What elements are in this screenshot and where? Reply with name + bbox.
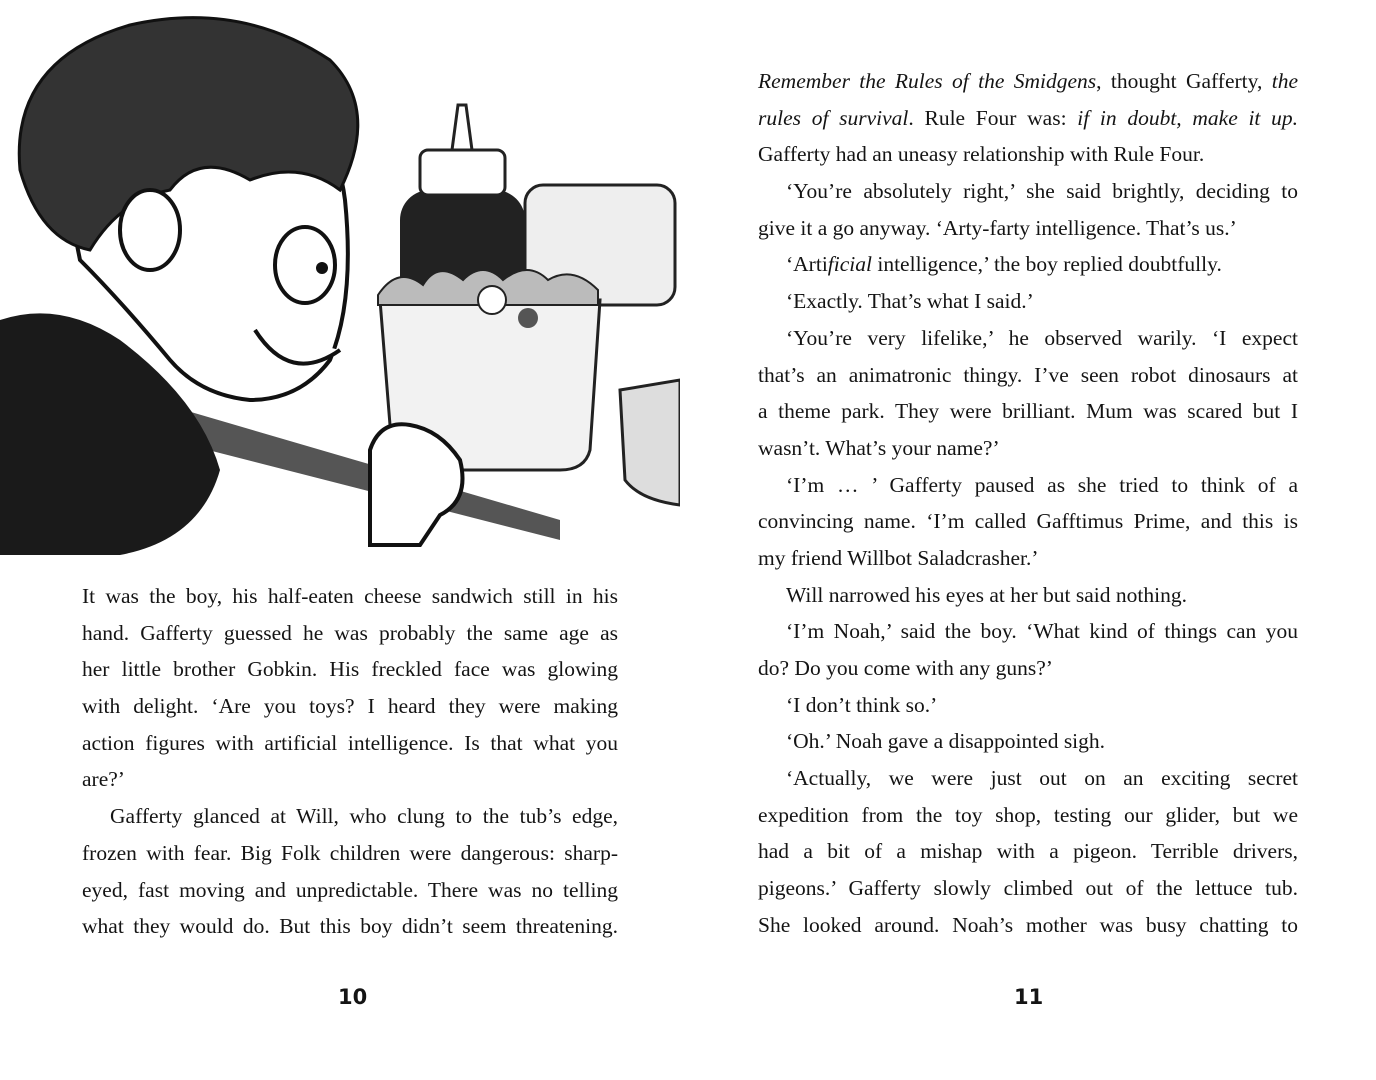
text-run: with delight. ‘Are you toys? I heard they were making xyxy=(82,694,618,719)
text-run: She looked around. Noah’s mother was busy chatting to xyxy=(758,912,1298,937)
text-run: what they would do. But this boy didn’t seem threatening. xyxy=(82,914,618,939)
text-run: eyed, fast moving and unpredictable. There was no telling xyxy=(82,877,618,902)
text-run: her little brother Gobkin. His freckled face was glowing xyxy=(82,657,618,682)
text-line xyxy=(82,872,618,909)
text-line xyxy=(758,100,1298,137)
text-run: pigeons.’ Gafferty slowly climbed out of the lettuce tub. xyxy=(758,876,1298,901)
text-line xyxy=(758,723,1298,760)
text-run: action figures with artificial intelligence. Is that what you xyxy=(82,730,618,755)
text-line xyxy=(758,760,1298,797)
text-run: frozen with fear. Big Folk children were dangerous: sharp- xyxy=(82,840,618,865)
italic-text: the xyxy=(1271,69,1298,93)
text-run: wasn’t. What’s your name?’ xyxy=(758,435,1000,460)
text-line xyxy=(758,650,1298,687)
italic-text: ficial xyxy=(827,252,872,277)
text-run: ‘Actually, we were just out on an exciting secret xyxy=(786,766,1298,791)
text-run: that’s an animatronic thingy. I’ve seen robot dinosaurs at xyxy=(758,362,1298,387)
text-line xyxy=(758,687,1298,724)
text-run: Will narrowed his eyes at her but said nothing. xyxy=(786,582,1187,607)
text-run: a theme park. They were brilliant. Mum was scared but I xyxy=(758,399,1298,424)
text-line xyxy=(82,908,618,945)
text-line xyxy=(758,246,1298,283)
text-line xyxy=(82,578,618,615)
text-run: hand. Gafferty guessed he was probably the same age as xyxy=(82,620,618,645)
text-line xyxy=(758,833,1298,870)
text-line xyxy=(82,761,618,798)
text-line xyxy=(82,725,618,762)
italic-text: Remember the Rules of the Smidgens xyxy=(758,69,1097,93)
right-page xyxy=(688,0,1376,1080)
text-line xyxy=(758,503,1298,540)
text-run: ‘You’re very lifelike,’ he observed warily. ‘I expect xyxy=(786,325,1298,350)
text-line xyxy=(758,613,1298,650)
italic-text: rules of survival xyxy=(758,105,909,130)
text-line xyxy=(758,393,1298,430)
text-line xyxy=(82,688,618,725)
text-line xyxy=(758,357,1298,394)
text-line xyxy=(758,173,1298,210)
text-line xyxy=(82,798,618,835)
text-run: Gafferty had an uneasy relationship with Rule Four. xyxy=(758,142,1205,167)
text-run: my friend Willbot Saladcrasher.’ xyxy=(758,545,1039,570)
text-run: ‘I’m … ’ Gafferty paused as she tried to think of a xyxy=(786,472,1298,497)
text-run: expedition from the toy shop, testing our glider, but we xyxy=(758,802,1298,827)
text-run: It was the boy, his half-eaten cheese sandwich still in his xyxy=(82,584,618,608)
text-line xyxy=(758,430,1298,467)
text-line xyxy=(758,283,1298,320)
text-line xyxy=(758,907,1298,944)
text-run: ‘Arti xyxy=(786,252,828,277)
text-run: had a bit of a mishap with a pigeon. Terrible drivers, xyxy=(758,839,1298,864)
text-run: . Rule Four was: xyxy=(908,105,1078,130)
page-number: 10 xyxy=(338,985,368,1009)
text-run: ‘Exactly. That’s what I said.’ xyxy=(786,289,1034,314)
text-run: ‘I’m Noah,’ said the boy. ‘What kind of things can you xyxy=(786,619,1298,644)
text-line xyxy=(82,615,618,652)
text-run: convincing name. ‘I’m called Gafftimus Prime, and this is xyxy=(758,509,1298,534)
text-line xyxy=(758,540,1298,577)
text-run: ‘You’re absolutely right,’ she said brightly, deciding to xyxy=(786,179,1298,204)
text-run: intelligence,’ the boy replied doubtfully. xyxy=(871,252,1222,277)
text-line xyxy=(758,320,1298,357)
text-run: are?’ xyxy=(82,767,125,792)
text-line xyxy=(758,577,1298,614)
text-line xyxy=(758,63,1298,100)
text-line xyxy=(758,870,1298,907)
text-run: , thought Gafferty, xyxy=(1096,69,1272,93)
text-run: do? Do you come with any guns?’ xyxy=(758,656,1053,680)
page-text xyxy=(82,578,618,945)
illustration-boy-and-lettuce-tub xyxy=(0,0,680,560)
text-line xyxy=(758,136,1298,173)
text-line xyxy=(758,210,1298,247)
page-text xyxy=(758,63,1298,944)
text-line xyxy=(82,835,618,872)
italic-text: if in doubt, make it up. xyxy=(1077,105,1298,130)
text-run: Gafferty glanced at Will, who clung to the tub’s edge, xyxy=(110,804,618,829)
text-run: ‘I don’t think so.’ xyxy=(786,692,938,717)
text-run: ‘Oh.’ Noah gave a disappointed sigh. xyxy=(786,729,1106,754)
text-run: give it a go anyway. ‘Arty-farty intelligence. That’s us.’ xyxy=(758,215,1237,240)
text-line xyxy=(758,467,1298,504)
text-line xyxy=(82,651,618,688)
page-number: 11 xyxy=(1014,985,1044,1009)
text-line xyxy=(758,797,1298,834)
